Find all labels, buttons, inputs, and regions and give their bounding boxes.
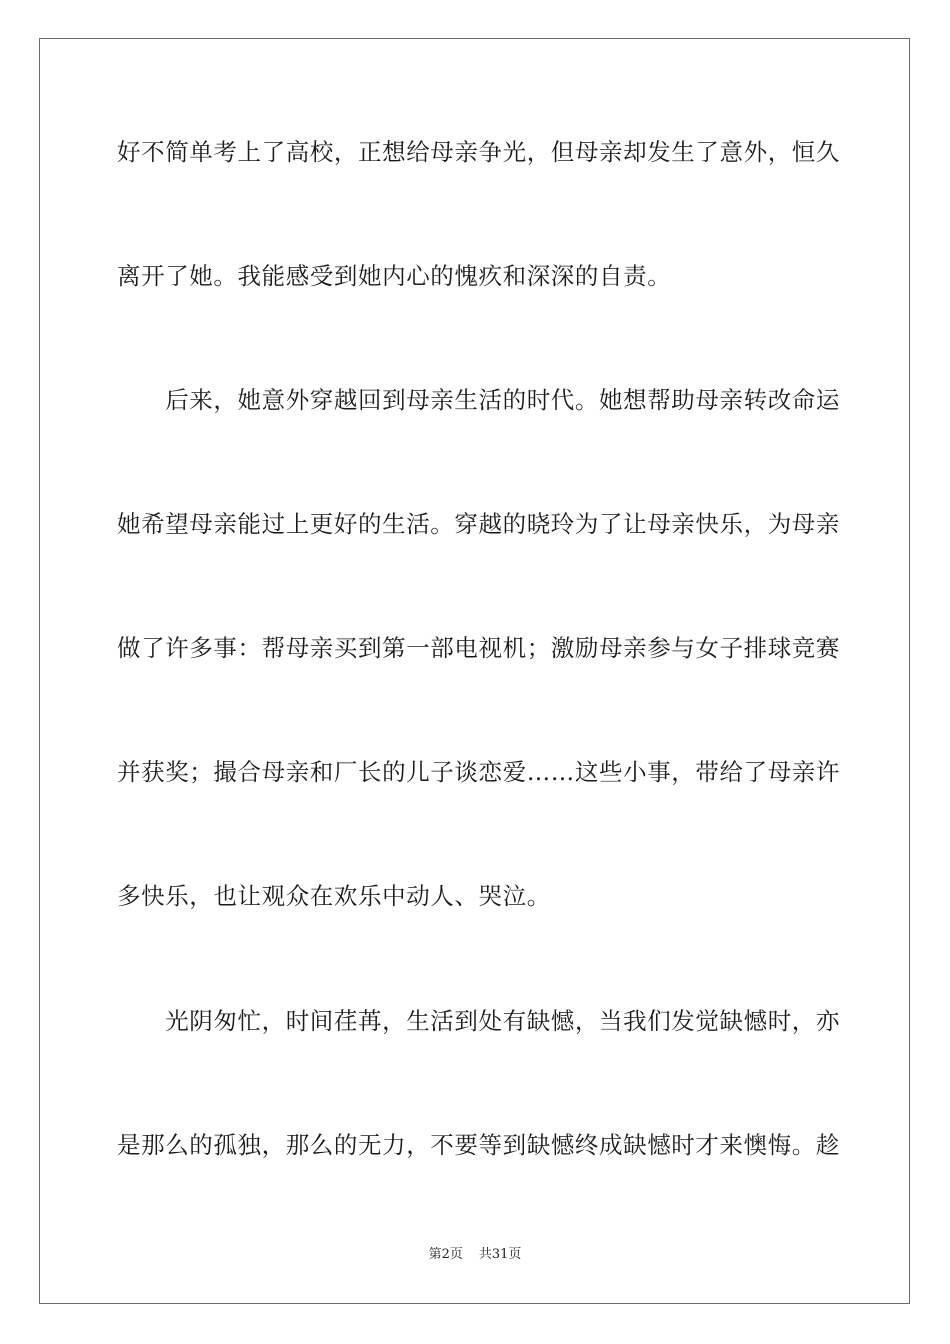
body-line-5: 做了许多事：帮母亲买到第一部电视机；激励母亲参与女子排球竞赛 bbox=[117, 634, 840, 662]
page-number: 第2页 bbox=[428, 1247, 463, 1262]
body-line-7: 多快乐，也让观众在欢乐中动人、哭泣。 bbox=[117, 882, 551, 910]
body-line-6: 并获奖；撮合母亲和厂长的儿子谈恋爱……这些小事，带给了母亲许 bbox=[117, 758, 840, 786]
body-line-2: 离开了她。我能感受到她内心的愧疚和深深的自责。 bbox=[117, 262, 672, 290]
body-line-9: 是那么的孤独，那么的无力，不要等到缺憾终成缺憾时才来懊悔。趁 bbox=[117, 1131, 840, 1159]
page-total: 共31页 bbox=[478, 1247, 522, 1262]
page-border bbox=[39, 38, 910, 1304]
body-line-3: 后来，她意外穿越回到母亲生活的时代。她想帮助母亲转改命运 bbox=[117, 386, 840, 414]
body-line-8: 光阴匆忙，时间荏苒，生活到处有缺憾，当我们发觉缺憾时，亦 bbox=[117, 1007, 840, 1035]
body-line-1: 好不简单考上了高校，正想给母亲争光，但母亲却发生了意外，恒久 bbox=[117, 138, 840, 166]
body-line-4: 她希望母亲能过上更好的生活。穿越的晓玲为了让母亲快乐，为母亲 bbox=[117, 510, 840, 538]
page-footer bbox=[0, 1246, 950, 1264]
